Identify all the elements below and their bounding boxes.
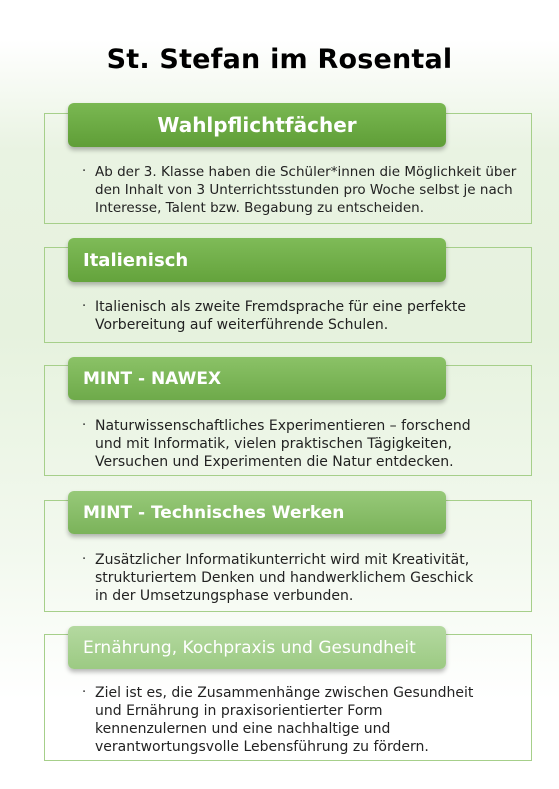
section-heading-mint-nawex: MINT - NAWEX bbox=[68, 357, 446, 400]
bullet-icon: · bbox=[82, 552, 87, 567]
text-line: und Ernährung in praxisorientierter Form bbox=[95, 703, 383, 719]
text-line: · Ab der 3. Klasse haben die Schüler*innen die Möglichkeit über bbox=[82, 164, 517, 180]
bullet-icon: · bbox=[82, 418, 87, 433]
section-heading-technisches-werken: MINT - Technisches Werken bbox=[68, 491, 446, 534]
text-line: strukturiertem Denken und handwerklichem Geschick bbox=[95, 570, 474, 586]
text-line: den Inhalt von 3 Unterrichtsstunden pro Woche selbst je nach bbox=[95, 182, 513, 198]
text-line: Interesse, Talent bzw. Begabung zu entscheiden. bbox=[95, 200, 425, 216]
text-line: Vorbereitung auf weiterführende Schulen. bbox=[95, 317, 389, 333]
text-line: · Italienisch als zweite Fremdsprache für eine perfekte bbox=[82, 299, 466, 315]
text-line: in der Umsetzungsphase verbunden. bbox=[95, 588, 354, 604]
text-line: verantwortungsvolle Lebensführung zu fördern. bbox=[95, 739, 429, 755]
text-line: Versuchen und Experimenten die Natur entdecken. bbox=[95, 454, 454, 470]
text-line: und mit Informatik, vielen praktischen Tägigkeiten, bbox=[95, 436, 452, 452]
bullet-icon: · bbox=[82, 299, 87, 314]
section-heading-italienisch: Italienisch bbox=[68, 238, 446, 282]
section-heading-ernaehrung: Ernährung, Kochpraxis und Gesundheit bbox=[68, 626, 446, 669]
text-line: · Ziel ist es, die Zusammenhänge zwischen Gesundheit bbox=[82, 685, 474, 701]
text-line: kennenzulernen und eine nachhaltige und bbox=[95, 721, 391, 737]
text-line: · Naturwissenschaftliches Experimentieren – forschend bbox=[82, 418, 471, 434]
bullet-icon: · bbox=[82, 164, 87, 179]
bullet-icon: · bbox=[82, 685, 87, 700]
page-title: St. Stefan im Rosental bbox=[106, 44, 453, 75]
text-line: · Zusätzlicher Informatikunterricht wird mit Kreativität, bbox=[82, 552, 470, 568]
section-heading-wahlpflichtfaecher: Wahlpflichtfächer bbox=[68, 103, 446, 147]
